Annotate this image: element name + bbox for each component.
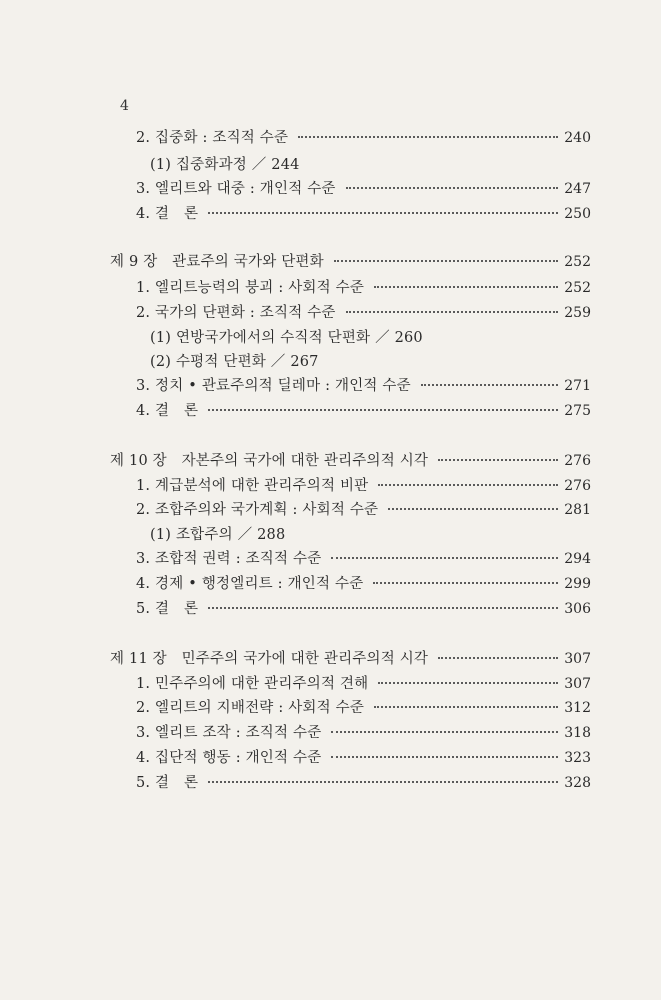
toc-entry-label: 3. 엘리트 조작 : 조직적 수준 [136,725,322,741]
toc-entry-label: (1) 조합주의 ／ 288 [150,527,286,543]
toc-entry-page: 252 [564,254,591,270]
toc-entry [136,301,591,323]
dot-leader [208,409,558,411]
toc-entry-page: 247 [564,181,591,197]
toc-entry-page: 294 [564,551,591,567]
dot-leader [298,136,558,138]
toc-entry-page: 318 [564,725,591,741]
toc-entry-label: (1) 집중화과정 ／ 244 [150,157,300,173]
toc-entry-label: 1. 계급분석에 대한 관리주의적 비판 [136,478,369,494]
toc-entry-label: 1. 엘리트능력의 붕괴 : 사회적 수준 [136,280,365,296]
toc-entry-label: 5. 결 론 [136,601,199,617]
toc-entry-label: 2. 집중화 : 조직적 수준 [136,130,289,146]
toc-entry-page: 259 [564,305,591,321]
toc-chapter [110,647,591,669]
toc-entry [136,721,591,743]
dot-leader [208,212,558,214]
toc-entry-page: 271 [564,378,591,394]
toc-entry-page: 299 [564,576,591,592]
toc-entry [136,202,591,224]
toc-entry-page: 312 [564,700,591,716]
toc-chapter-label: 제 9 장 관료주의 국가와 단편화 [110,254,324,270]
toc-entry-page: 252 [564,280,591,296]
toc-entry-page: 328 [564,775,591,791]
dot-leader [378,484,558,486]
dot-leader [421,384,558,386]
dot-leader [346,311,558,313]
dot-leader [374,706,558,708]
toc-entry-page: 276 [564,453,591,469]
dot-leader [438,657,558,659]
toc-entry [136,547,591,569]
toc-entry [136,374,591,396]
toc-entry-label: 5. 결 론 [136,775,199,791]
toc-entry-label: 4. 경제 • 행정엘리트 : 개인적 수준 [136,576,364,592]
toc-entry-page: 323 [564,750,591,766]
dot-leader [334,260,558,262]
toc-entry-page: 307 [564,651,591,667]
toc-subentry [150,153,591,175]
toc-subentry [150,350,591,372]
toc-entry-label: 4. 집단적 행동 : 개인적 수준 [136,750,322,766]
dot-leader [346,187,558,189]
dot-leader [373,582,558,584]
dot-leader [208,607,558,609]
toc-chapter-label: 제 10 장 자본주의 국가에 대한 관리주의적 시각 [110,453,429,469]
toc-entry-label: 3. 조합적 권력 : 조직적 수준 [136,551,322,567]
dot-leader [388,508,558,510]
toc-entry-page: 307 [564,676,591,692]
dot-leader [331,756,558,758]
toc-entry-label: 2. 국가의 단편화 : 조직적 수준 [136,305,336,321]
toc-entry [136,672,591,694]
dot-leader [208,781,558,783]
toc-entry [136,276,591,298]
toc-entry [136,572,591,594]
toc-subentry [150,326,591,348]
toc-entry [136,126,591,148]
toc-chapter-label: 제 11 장 민주주의 국가에 대한 관리주의적 시각 [110,651,429,667]
toc-entry-label: 2. 엘리트의 지배전략 : 사회적 수준 [136,700,365,716]
toc-entry [136,746,591,768]
dot-leader [374,286,558,288]
dot-leader [378,682,558,684]
toc-entry-label: 2. 조합주의와 국가계획 : 사회적 수준 [136,502,379,518]
dot-leader [331,731,558,733]
toc-entry-label: 4. 결 론 [136,206,199,222]
toc-entry [136,474,591,496]
toc-entry [136,696,591,718]
toc-entry-page: 275 [564,403,591,419]
page-number: 4 [120,98,129,114]
toc-entry-page: 276 [564,478,591,494]
toc-entry [136,771,591,793]
toc-entry-page: 250 [564,206,591,222]
toc-chapter [110,250,591,272]
toc-chapter [110,449,591,471]
toc-entry-page: 240 [564,130,591,146]
toc-subentry [150,523,591,545]
toc-entry-label: 4. 결 론 [136,403,199,419]
toc-entry-label: 1. 민주주의에 대한 관리주의적 견해 [136,676,369,692]
dot-leader [331,557,558,559]
toc-entry [136,597,591,619]
toc-entry-page: 281 [564,502,591,518]
toc-entry-label: (2) 수평적 단편화 ／ 267 [150,354,319,370]
toc-entry-page: 306 [564,601,591,617]
toc-entry-label: (1) 연방국가에서의 수직적 단편화 ／ 260 [150,330,423,346]
dot-leader [438,459,558,461]
toc-entry-label: 3. 엘리트와 대중 : 개인적 수준 [136,181,336,197]
toc-entry [136,177,591,199]
toc-entry-label: 3. 정치 • 관료주의적 딜레마 : 개인적 수준 [136,378,411,394]
toc-entry [136,399,591,421]
toc-entry [136,498,591,520]
